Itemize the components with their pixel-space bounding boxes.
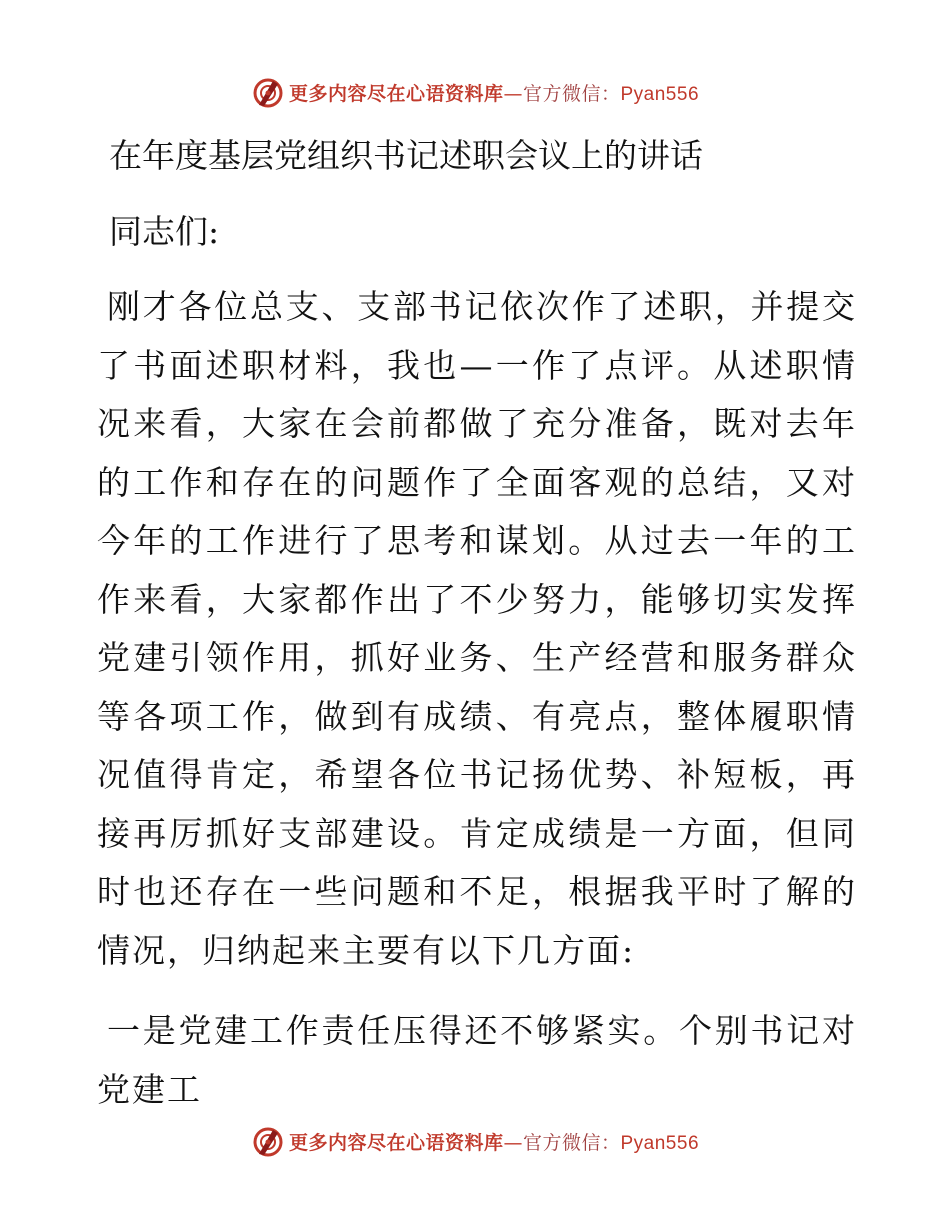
document-body bbox=[97, 120, 857, 1119]
watermark-main-text: 更多内容尽在心语资料库 bbox=[288, 82, 504, 105]
paragraph-1: 刚才各位总支、支部书记依次作了述职，并提交了书面述职材料，我也—一作了点评。从述职情况来看，大家在会前都做了充分准备，既对去年的工作和存在的问题作了全面客观的总结，又对今年的工作进行了思考和谋划。从过去一年的工作来看，大家都作出了不少努力，能够切实发挥党建引领作用，抓好业务、生产经营和服务群众等各项工作，做到有成绩、有亮点，整体履职情况值得肯定，希望各位书记扬优势、补短板，再接再厉抓好支部建设。肯定成绩是一方面，但同时也还存在一些问题和不足，根据我平时了解的情况，归纳起来主要有以下几方面: bbox=[97, 287, 857, 970]
watermark-dash: — bbox=[503, 82, 523, 105]
watermark-wechat-id: Pyan556 bbox=[620, 83, 700, 105]
watermark-main-text: 更多内容尽在心语资料库 bbox=[288, 1131, 504, 1154]
header-watermark bbox=[0, 72, 950, 112]
greeting: 同志们: bbox=[109, 212, 220, 251]
paragraph-2: 一是党建工作责任压得还不够紧实。个别书记对党建工 bbox=[97, 1011, 857, 1109]
document-title: 在年度基层党组织书记述职会议上的讲话 bbox=[109, 136, 703, 175]
watermark-wechat-id: Pyan556 bbox=[620, 1132, 700, 1154]
watermark-label: 官方微信： bbox=[522, 82, 621, 105]
footer-watermark bbox=[0, 1121, 950, 1161]
watermark-dash: — bbox=[503, 1131, 523, 1154]
quill-seal-icon bbox=[251, 1124, 285, 1158]
quill-seal-icon bbox=[251, 75, 285, 109]
watermark-label: 官方微信： bbox=[522, 1131, 621, 1154]
